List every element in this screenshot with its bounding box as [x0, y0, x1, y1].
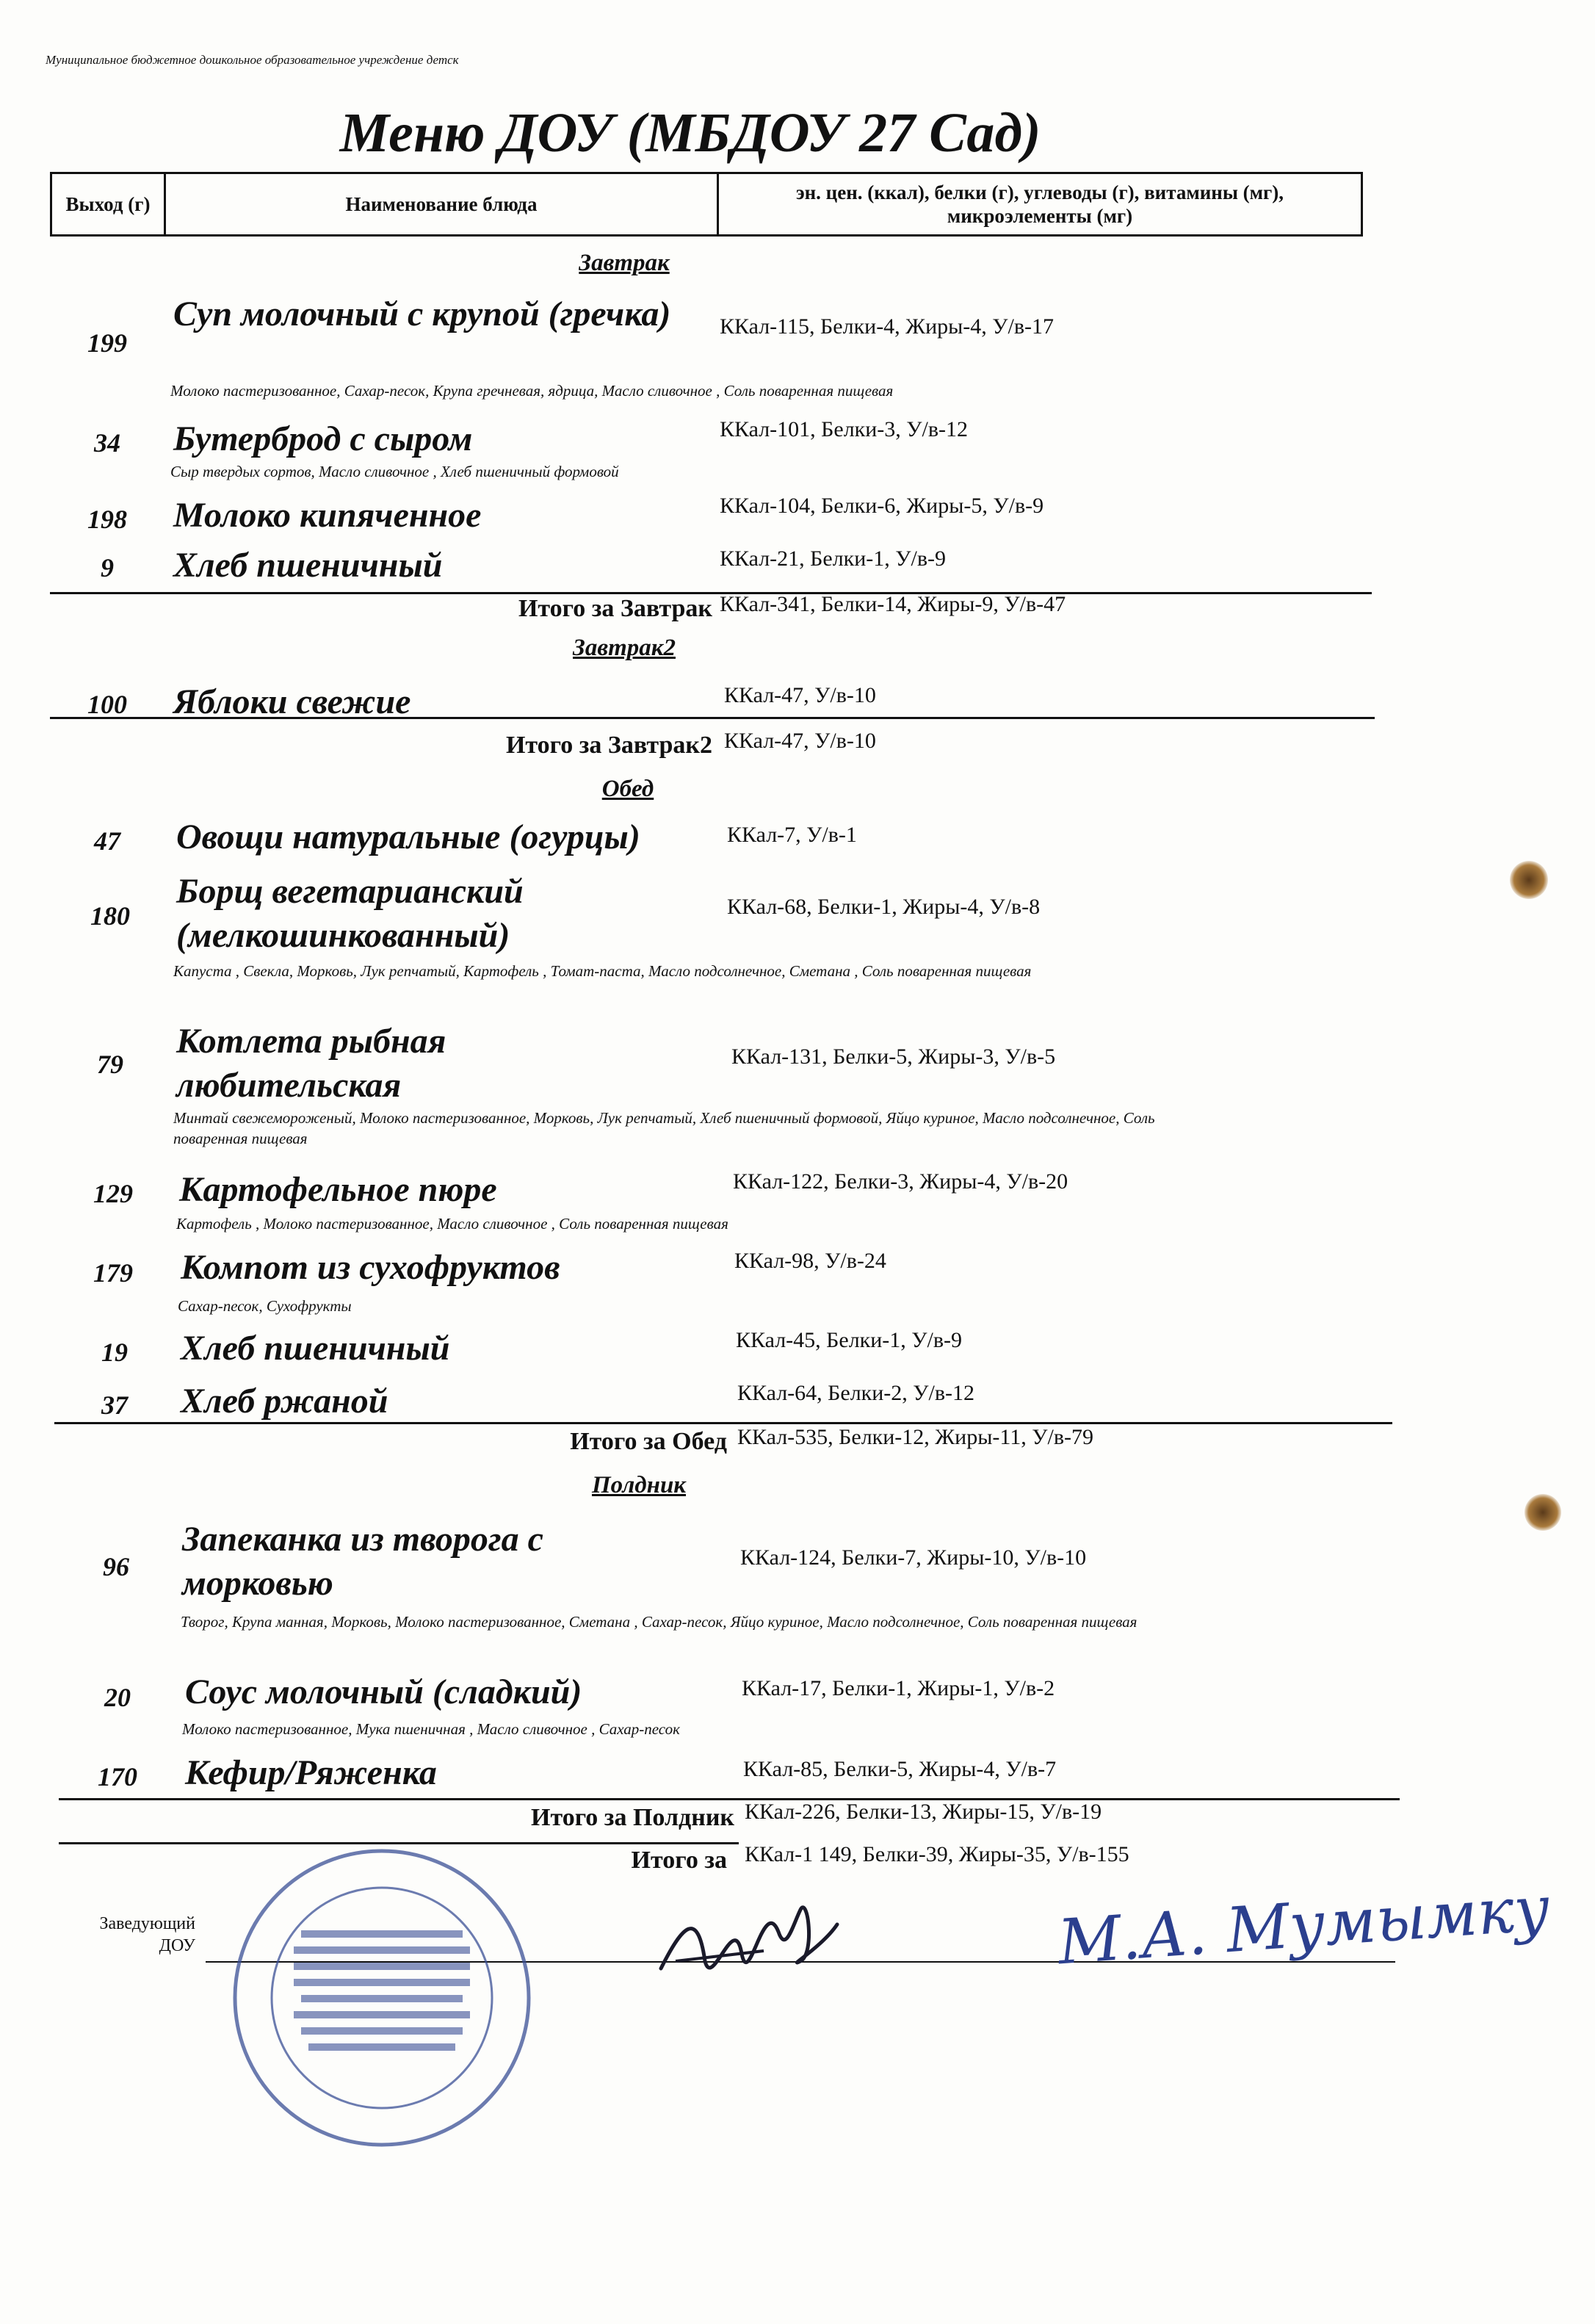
item-name: Запеканка из творога с морковью — [182, 1520, 543, 1603]
item-weight: 96 — [103, 1552, 129, 1581]
header-nutrition: эн. цен. (ккал), белки (г), углеводы (г), витамины (мг), микроэлементы (мг) — [718, 173, 1362, 236]
item-nutrition: ККал-45, Белки-1, У/в-9 — [736, 1328, 963, 1352]
item-nutrition: ККал-104, Белки-6, Жиры-5, У/в-9 — [720, 494, 1044, 518]
item-weight: 100 — [87, 690, 127, 719]
item-nutrition: ККал-85, Белки-5, Жиры-4, У/в-7 — [743, 1757, 1057, 1781]
item-nutrition: ККал-122, Белки-3, Жиры-4, У/в-20 — [733, 1169, 1068, 1194]
section-title-snack: Полдник — [591, 1472, 687, 1498]
total-label: Итого за Полдник — [531, 1804, 734, 1831]
item-name: Яблоки свежие — [173, 682, 411, 721]
item-name: Овощи натуральные (огурцы) — [176, 818, 640, 856]
divider — [50, 717, 1375, 719]
item-nutrition: ККал-64, Белки-2, У/в-12 — [737, 1381, 975, 1405]
item-weight: 20 — [104, 1683, 131, 1712]
header-table — [50, 172, 1363, 237]
item-name: Хлеб ржаной — [181, 1382, 388, 1421]
item-nutrition: ККал-124, Белки-7, Жиры-10, У/в-10 — [740, 1545, 1087, 1570]
header-output: Выход (г) — [51, 173, 165, 236]
item-nutrition: ККал-17, Белки-1, Жиры-1, У/в-2 — [742, 1676, 1055, 1700]
page-title: Меню ДОУ (МБДОУ 27 Сад) — [339, 102, 1041, 164]
total-value: ККал-226, Белки-13, Жиры-15, У/в-19 — [745, 1800, 1102, 1824]
item-name: Суп молочный с крупой (гречка) — [173, 295, 671, 333]
grand-total-label: Итого за — [631, 1847, 727, 1874]
signature-name: М.А. Мумымку — [1055, 1872, 1552, 1979]
item-name: Бутерброд с сыром — [173, 419, 473, 458]
item-name: Хлеб пшеничный — [173, 546, 443, 585]
divider — [59, 1798, 1400, 1800]
stamp-seal — [220, 1836, 543, 2159]
grand-total-value: ККал-1 149, Белки-39, Жиры-35, У/в-155 — [745, 1842, 1129, 1866]
total-value: ККал-47, У/в-10 — [724, 729, 876, 753]
item-name: Молоко кипяченное — [173, 496, 482, 535]
item-name: Компот из сухофруктов — [181, 1248, 560, 1287]
punch-hole — [1525, 1494, 1561, 1531]
item-nutrition: ККал-101, Белки-3, У/в-12 — [720, 417, 969, 441]
divider — [50, 592, 1372, 594]
total-value: ККал-535, Белки-12, Жиры-11, У/в-79 — [737, 1425, 1093, 1449]
item-weight: 199 — [87, 328, 127, 358]
total-label: Итого за Обед — [570, 1428, 727, 1455]
item-name: Борщ вегетарианский (мелкошинкованный) — [176, 872, 524, 955]
signature-scribble — [654, 1880, 844, 1998]
section-title-lunch: Обед — [601, 776, 654, 802]
item-weight: 37 — [101, 1390, 128, 1420]
org-name: Муниципальное бюджетное дошкольное образовательное учреждение детск — [46, 53, 459, 67]
item-weight: 179 — [93, 1258, 133, 1288]
total-value: ККал-341, Белки-14, Жиры-9, У/в-47 — [720, 592, 1066, 616]
item-nutrition: ККал-7, У/в-1 — [727, 823, 857, 847]
section-title-breakfast2: Завтрак2 — [573, 635, 676, 661]
item-weight: 129 — [93, 1179, 133, 1208]
item-ingredients: Минтай свежемороженый, Молоко пастеризованное, Морковь, Лук репчатый, Хлеб пшеничный формовой, Яйцо куриное, Масло подсолнечное, Соль поваренная пищевая — [173, 1109, 1155, 1147]
divider — [54, 1422, 1392, 1424]
item-name: Котлета рыбная любительская — [176, 1022, 446, 1105]
item-weight: 198 — [87, 505, 127, 534]
item-weight: 180 — [90, 901, 130, 931]
item-ingredients: Творог, Крупа манная, Морковь, Молоко пастеризованное, Сметана , Сахар-песок, Яйцо куриное, Масло подсолнечное, Соль поваренная пищевая — [181, 1613, 1138, 1631]
item-ingredients: Молоко пастеризованное, Сахар-песок, Крупа гречневая, ядрица, Масло сливочное , Соль поваренная пищевая — [170, 382, 894, 400]
total-label: Итого за Завтрак — [518, 595, 712, 622]
item-nutrition: ККал-131, Белки-5, Жиры-3, У/в-5 — [731, 1044, 1056, 1069]
punch-hole — [1510, 861, 1548, 899]
item-name: Кефир/Ряженка — [185, 1753, 437, 1792]
header-name: Наименование блюда — [165, 173, 718, 236]
item-weight: 9 — [101, 553, 114, 582]
item-nutrition: ККал-68, Белки-1, Жиры-4, У/в-8 — [727, 895, 1041, 919]
section-title-breakfast: Завтрак — [579, 250, 670, 276]
item-nutrition: ККал-47, У/в-10 — [724, 683, 876, 707]
item-weight: 34 — [94, 428, 120, 458]
item-name: Хлеб пшеничный — [181, 1329, 450, 1368]
item-ingredients: Сыр твердых сортов, Масло сливочное , Хлеб пшеничный формовой — [170, 463, 619, 480]
item-ingredients: Сахар-песок, Сухофрукты — [178, 1297, 352, 1315]
item-ingredients: Картофель , Молоко пастеризованное, Масло сливочное , Соль поваренная пищевая — [176, 1215, 728, 1233]
item-ingredients: Молоко пастеризованное, Мука пшеничная , Масло сливочное , Сахар-песок — [182, 1720, 680, 1738]
item-nutrition: ККал-98, У/в-24 — [734, 1249, 886, 1273]
item-name: Картофельное пюре — [179, 1170, 497, 1209]
item-ingredients: Капуста , Свекла, Морковь, Лук репчатый, Картофель , Томат-паста, Масло подсолнечное, Сметана , Соль поваренная пищевая — [173, 962, 1032, 980]
item-weight: 47 — [94, 826, 120, 856]
item-weight: 170 — [98, 1762, 137, 1791]
item-weight: 79 — [97, 1050, 123, 1079]
item-weight: 19 — [101, 1338, 128, 1367]
director-label: Заведующий ДОУ — [99, 1914, 195, 1955]
item-nutrition: ККал-21, Белки-1, У/в-9 — [720, 546, 947, 571]
item-name: Соус молочный (сладкий) — [185, 1672, 582, 1711]
item-nutrition: ККал-115, Белки-4, Жиры-4, У/в-17 — [720, 314, 1054, 339]
total-label: Итого за Завтрак2 — [505, 732, 712, 759]
